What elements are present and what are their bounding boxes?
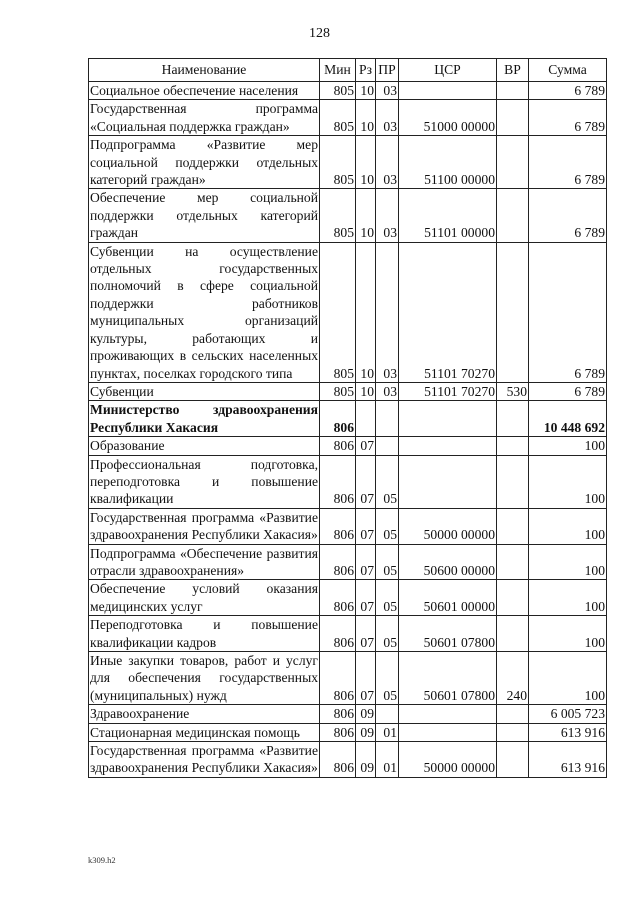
cell-pr: 05: [376, 616, 399, 652]
table-row: [89, 544, 607, 580]
table-row: [89, 136, 607, 189]
cell-pr: 03: [376, 242, 399, 382]
cell-sum: 6 789: [529, 136, 607, 189]
cell-pr: [376, 437, 399, 455]
cell-rz: 07: [356, 580, 376, 616]
cell-pr: 03: [376, 100, 399, 136]
cell-pr: 03: [376, 136, 399, 189]
cell-pr: [376, 401, 399, 437]
cell-rz: 10: [356, 189, 376, 242]
table-row: [89, 82, 607, 100]
cell-pr: 03: [376, 382, 399, 400]
cell-vr: [497, 437, 529, 455]
cell-min: 806: [320, 401, 356, 437]
cell-csr: [399, 82, 497, 100]
table-row: [89, 242, 607, 382]
header-name: Наименование: [89, 59, 320, 82]
cell-min: 806: [320, 616, 356, 652]
cell-rz: 07: [356, 508, 376, 544]
cell-rz: 09: [356, 742, 376, 778]
table-row: [89, 437, 607, 455]
cell-min: 806: [320, 723, 356, 741]
cell-name: Обеспечение условий оказания медицинских услуг: [90, 581, 318, 614]
cell-vr: [497, 544, 529, 580]
table-header-row: [89, 59, 607, 82]
header-pr: ПР: [376, 59, 399, 82]
cell-name: Подпрограмма «Обеспечение развития отрасли здравоохранения»: [90, 545, 318, 578]
cell-rz: 10: [356, 242, 376, 382]
cell-name: Государственная программа «Социальная поддержка граждан»: [90, 101, 318, 134]
cell-rz: 10: [356, 82, 376, 100]
cell-sum: 6 789: [529, 82, 607, 100]
cell-rz: 10: [356, 100, 376, 136]
cell-sum: 100: [529, 508, 607, 544]
cell-csr: 51100 00000: [399, 136, 497, 189]
cell-vr: [497, 742, 529, 778]
cell-sum: 6 005 723: [529, 705, 607, 723]
cell-csr: 50600 00000: [399, 544, 497, 580]
cell-sum: 100: [529, 616, 607, 652]
cell-csr: [399, 437, 497, 455]
cell-csr: 50601 07800: [399, 616, 497, 652]
cell-name: Субвенции: [89, 382, 320, 400]
cell-sum: 100: [529, 455, 607, 508]
cell-csr: [399, 401, 497, 437]
cell-vr: [497, 508, 529, 544]
table-row: [89, 723, 607, 741]
cell-rz: 10: [356, 136, 376, 189]
cell-min: 806: [320, 652, 356, 705]
cell-vr: [497, 705, 529, 723]
cell-rz: 07: [356, 455, 376, 508]
cell-csr: 51101 70270: [399, 242, 497, 382]
table-row: [89, 455, 607, 508]
header-rz: Рз: [356, 59, 376, 82]
cell-name: Здравоохранение: [89, 705, 320, 723]
cell-name: Государственная программа «Развитие здравоохранения Республики Хакасия»: [90, 743, 318, 776]
cell-name: Стационарная медицинская помощь: [89, 723, 320, 741]
cell-name: Министерство здравоохранения Республики Хакасия: [90, 402, 318, 435]
cell-min: 806: [320, 455, 356, 508]
cell-vr: [497, 455, 529, 508]
cell-sum: 613 916: [529, 742, 607, 778]
cell-sum: 100: [529, 544, 607, 580]
cell-rz: 07: [356, 544, 376, 580]
cell-min: 805: [320, 82, 356, 100]
cell-name: Переподготовка и повышение квалификации кадров: [90, 617, 318, 650]
cell-vr: [497, 242, 529, 382]
cell-min: 806: [320, 705, 356, 723]
cell-sum: 10 448 692: [529, 401, 607, 437]
budget-table: [88, 58, 607, 778]
cell-name: Государственная программа «Развитие здравоохранения Республики Хакасия»: [90, 509, 318, 543]
cell-csr: 50000 00000: [399, 508, 497, 544]
cell-min: 805: [320, 242, 356, 382]
header-csr: ЦСР: [399, 59, 497, 82]
cell-vr: [497, 82, 529, 100]
cell-sum: 613 916: [529, 723, 607, 741]
cell-pr: 05: [376, 652, 399, 705]
cell-sum: 6 789: [529, 242, 607, 382]
cell-pr: [376, 705, 399, 723]
cell-csr: [399, 723, 497, 741]
cell-vr: [497, 100, 529, 136]
cell-csr: 50601 07800: [399, 652, 497, 705]
cell-min: 806: [320, 742, 356, 778]
cell-sum: 6 789: [529, 189, 607, 242]
cell-pr: 01: [376, 723, 399, 741]
cell-csr: 50601 00000: [399, 580, 497, 616]
cell-pr: 03: [376, 82, 399, 100]
table-row: [89, 100, 607, 136]
cell-pr: 03: [376, 189, 399, 242]
page-number: 128: [309, 26, 330, 41]
cell-min: 806: [320, 508, 356, 544]
cell-vr: [497, 616, 529, 652]
cell-rz: 07: [356, 437, 376, 455]
cell-csr: 51101 70270: [399, 382, 497, 400]
table-row: [89, 616, 607, 652]
cell-min: 806: [320, 580, 356, 616]
cell-pr: 05: [376, 508, 399, 544]
cell-vr: [497, 401, 529, 437]
cell-name: Подпрограмма «Развитие мер социальной поддержки отдельных категорий граждан»: [90, 137, 318, 188]
table-row: [89, 401, 607, 437]
cell-rz: 10: [356, 382, 376, 400]
table-row: [89, 742, 607, 778]
header-vr: ВР: [497, 59, 529, 82]
cell-sum: 6 789: [529, 382, 607, 400]
cell-rz: 09: [356, 723, 376, 741]
cell-name: Субвенции на осуществление отдельных государственных полномочий в сфере социальной поддержки работников муниципальных организаций культуры, работающих и проживающих в сельских населенных пунктах, поселках городского типа: [90, 243, 318, 381]
cell-rz: 09: [356, 705, 376, 723]
cell-pr: 01: [376, 742, 399, 778]
footer-code: k309.h2: [88, 855, 116, 865]
cell-min: 805: [320, 382, 356, 400]
cell-csr: [399, 455, 497, 508]
cell-vr: [497, 189, 529, 242]
cell-min: 805: [320, 189, 356, 242]
cell-csr: 50000 00000: [399, 742, 497, 778]
cell-pr: 05: [376, 580, 399, 616]
cell-csr: [399, 705, 497, 723]
cell-csr: 51000 00000: [399, 100, 497, 136]
table-row: [89, 382, 607, 400]
table-row: [89, 189, 607, 242]
cell-sum: 100: [529, 580, 607, 616]
cell-min: 806: [320, 437, 356, 455]
table-row: [89, 652, 607, 705]
cell-csr: 51101 00000: [399, 189, 497, 242]
cell-sum: 100: [529, 652, 607, 705]
cell-vr: [497, 136, 529, 189]
cell-rz: 07: [356, 652, 376, 705]
cell-vr: [497, 580, 529, 616]
cell-name: Профессиональная подготовка, переподготовка и повышение квалификации: [90, 456, 318, 507]
cell-rz: [356, 401, 376, 437]
cell-min: 806: [320, 544, 356, 580]
cell-name: Иные закупки товаров, работ и услуг для обеспечения государственных (муниципальных) нужд: [90, 653, 318, 703]
cell-vr: [497, 723, 529, 741]
header-min: Мин: [320, 59, 356, 82]
table-row: [89, 508, 607, 544]
cell-sum: 100: [529, 437, 607, 455]
cell-min: 805: [320, 136, 356, 189]
cell-min: 805: [320, 100, 356, 136]
cell-vr: 530: [497, 382, 529, 400]
header-sum: Сумма: [529, 59, 607, 82]
table-row: [89, 705, 607, 723]
table-row: [89, 580, 607, 616]
cell-name: Образование: [89, 437, 320, 455]
cell-pr: 05: [376, 455, 399, 508]
cell-vr: 240: [497, 652, 529, 705]
cell-rz: 07: [356, 616, 376, 652]
cell-name: Социальное обеспечение населения: [89, 82, 320, 100]
cell-sum: 6 789: [529, 100, 607, 136]
cell-name: Обеспечение мер социальной поддержки отдельных категорий граждан: [90, 190, 318, 241]
cell-pr: 05: [376, 544, 399, 580]
